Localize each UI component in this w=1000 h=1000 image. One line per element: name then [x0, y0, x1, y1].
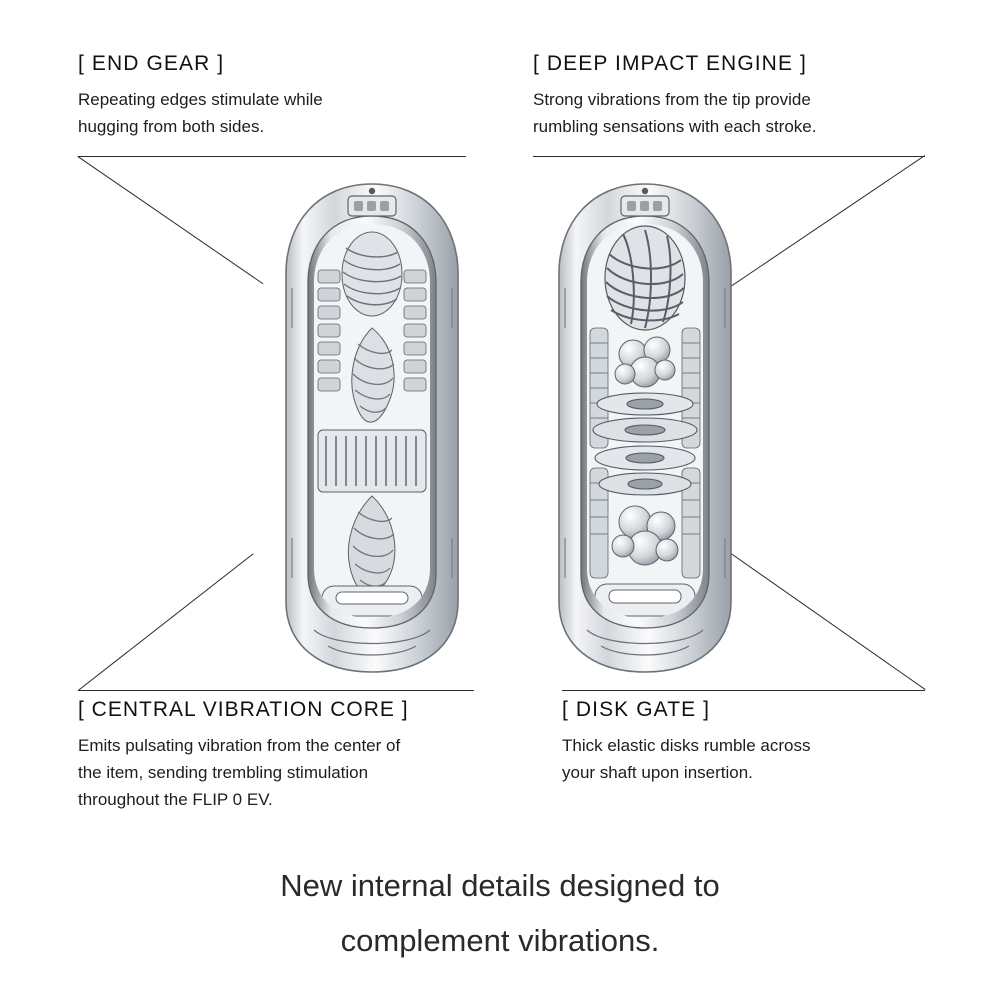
leader-rule-bottom-right: [562, 690, 925, 691]
callout-disk-gate-title: [ DISK GATE ]: [562, 698, 711, 721]
product-cutaway-right: [535, 178, 755, 678]
callout-deep-impact-engine: [533, 52, 816, 140]
headline: [0, 858, 1000, 968]
callout-disk-gate-body: [562, 732, 810, 786]
callout-deep-impact-engine-line-1: Strong vibrations from the tip provide: [533, 90, 811, 109]
callout-central-vibration-core-line-1: Emits pulsating vibration from the center of: [78, 736, 401, 755]
leader-line-end-gear: [77, 156, 263, 284]
callout-central-vibration-core-line-2: the item, sending trembling stimulation: [78, 763, 369, 782]
callout-deep-impact-engine-title: [ DEEP IMPACT ENGINE ]: [533, 52, 807, 75]
headline-line-2: complement vibrations.: [340, 923, 660, 958]
callout-central-vibration-core-body: [78, 732, 409, 813]
callout-central-vibration-core-line-3: throughout the FLIP 0 EV.: [78, 790, 273, 809]
callout-disk-gate-line-2: your shaft upon insertion.: [562, 763, 753, 782]
headline-line-1: New internal details designed to: [280, 868, 720, 903]
callout-end-gear-line-1: Repeating edges stimulate while: [78, 90, 323, 109]
callout-deep-impact-engine-body: [533, 86, 816, 140]
bead-cluster-lower: [612, 506, 678, 565]
callout-end-gear-line-2: hugging from both sides.: [78, 117, 265, 136]
leader-rule-top-left: [78, 156, 466, 157]
leader-rule-bottom-left: [78, 690, 474, 691]
callout-central-vibration-core: [78, 698, 409, 813]
callout-end-gear: [78, 52, 323, 140]
leader-rule-top-right: [533, 156, 925, 157]
callout-central-vibration-core-title: [ CENTRAL VIBRATION CORE ]: [78, 698, 409, 721]
product-cutaway-left: [262, 178, 482, 678]
bead-cluster-upper: [615, 337, 675, 387]
callout-deep-impact-engine-line-2: rumbling sensations with each stroke.: [533, 117, 817, 136]
callout-end-gear-title: [ END GEAR ]: [78, 52, 225, 75]
product-cutaway-left-graphic: [262, 178, 482, 678]
product-cutaway-right-graphic: [535, 178, 755, 678]
callout-disk-gate: [562, 698, 810, 786]
leader-line-central-vibration-core: [78, 553, 254, 690]
callout-disk-gate-line-1: Thick elastic disks rumble across: [562, 736, 811, 755]
callout-end-gear-body: [78, 86, 323, 140]
deep-impact-engine-shape: [605, 226, 685, 330]
